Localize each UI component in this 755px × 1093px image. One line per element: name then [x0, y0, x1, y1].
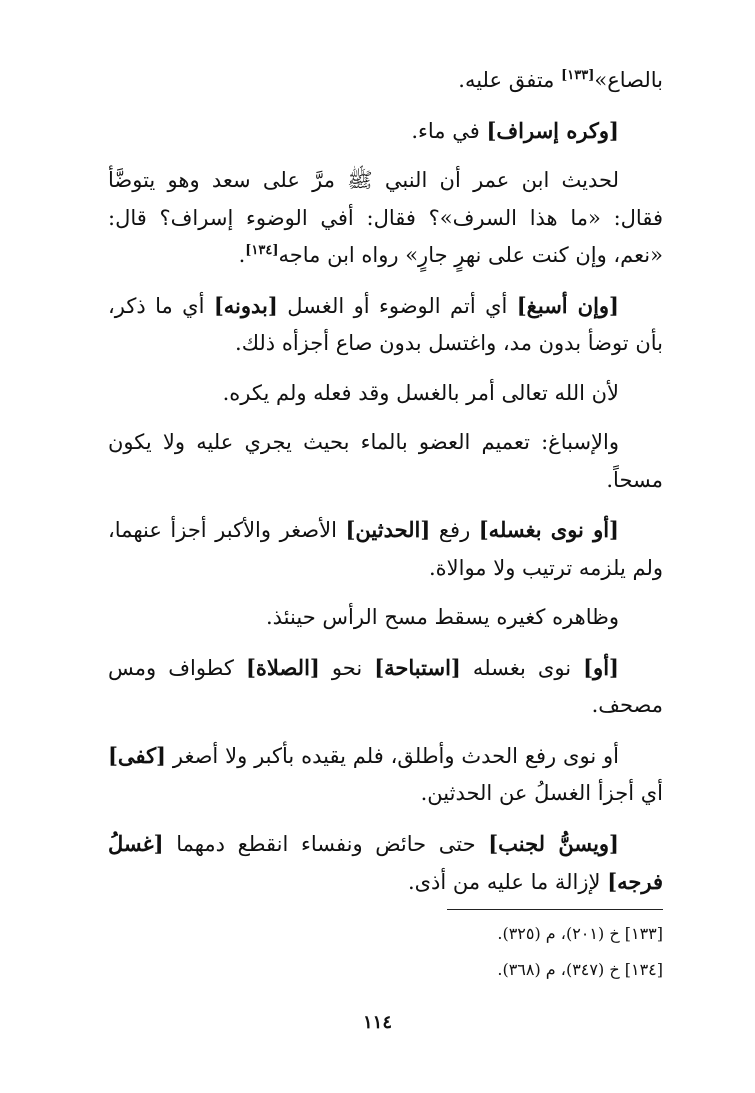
sharh-text: أي أتم الوضوء أو الغسل: [277, 293, 517, 318]
main-text: [108, 62, 663, 914]
paragraph: [108, 649, 663, 725]
sharh-text: .: [238, 243, 246, 267]
matn-text: [الحدثين]: [345, 517, 431, 542]
footnote-reference: [١٣٣]: [561, 68, 595, 83]
paragraph: [108, 375, 663, 413]
matn-text: [أو]: [583, 654, 619, 680]
paragraph: [108, 62, 663, 100]
paragraph: [108, 511, 663, 587]
matn-text: [وإن أسبغ]: [516, 292, 619, 318]
sharh-text: متفق عليه.: [458, 68, 562, 92]
matn-text: [ويسنُّ لجنب]: [488, 830, 619, 856]
sharh-text: الأصغر والأكبر أجزأ عنهما، ولم يلزمه ترتيب ولا موالاة.: [108, 518, 663, 580]
sharh-text: رفع: [430, 518, 479, 542]
footnote-134: [١٣٤] خ (٣٤٧)، م (٣٦٨).: [497, 960, 663, 979]
footnote-reference: [١٣٤]: [245, 243, 279, 258]
matn-text: [غسلُ فرجه]: [108, 830, 663, 894]
matn-text: [الصلاة]: [245, 654, 320, 680]
matn-text: [كفى]: [108, 742, 166, 768]
sharh-text: أي ما ذكر، بأن توضأ بدون مد، واغتسل بدون صاع أجزأه ذلك.: [108, 293, 663, 355]
sharh-text: لإزالة ما عليه من أذى.: [407, 870, 608, 894]
sharh-text: حتى حائض ونفساء انقطع دمهما: [163, 831, 489, 856]
sharh-text: في ماء.: [411, 118, 487, 143]
paragraph: [108, 287, 663, 363]
sharh-text: بالصاع»: [594, 68, 663, 92]
paragraph: [108, 424, 663, 499]
paragraph: [108, 162, 663, 275]
matn-text: [وكره إسراف]: [486, 117, 619, 143]
sharh-text: والإسباغ: تعميم العضو بالماء بحيث يجري عليه ولا يكون مسحاً.: [108, 430, 663, 492]
sharh-text: نحو: [319, 655, 375, 680]
sharh-text: لحديث ابن عمر أن النبي ﷺ مرَّ على سعد وهو يتوضَّأ فقال: «ما هذا السرف»؟ فقال: أفي الوضوء إسراف؟ قال: «نعم، وإن كنت على نهرٍ جارٍ» رواه ابن ماجه: [108, 168, 663, 267]
footnote-133: [١٣٣] خ (٢٠١)، م (٣٢٥).: [497, 924, 663, 943]
paragraph: [108, 599, 663, 637]
sharh-text: وظاهره كغيره يسقط مسح الرأس حينئذ.: [265, 605, 619, 629]
paragraph: [108, 737, 663, 813]
paragraph: [108, 825, 663, 902]
sharh-text: لأن الله تعالى أمر بالغسل وقد فعله ولم يكره.: [222, 380, 619, 405]
matn-text: [استباحة]: [374, 654, 461, 680]
sharh-text: كطواف ومس مصحف.: [108, 655, 663, 717]
footnotes: [108, 916, 663, 988]
sharh-text: أي أجزأ الغسلُ عن الحدثين.: [420, 781, 663, 805]
footnote-separator: [447, 909, 663, 910]
sharh-text: نوى بغسله: [460, 655, 584, 680]
matn-text: [بدونه]: [213, 292, 278, 318]
page-number: ١١٤: [362, 1012, 392, 1033]
matn-text: [أو نوى بغسله]: [478, 517, 619, 542]
paragraph: [108, 112, 663, 151]
sharh-text: أو نوى رفع الحدث وأطلق، فلم يقيده بأكبر ولا أصغر: [166, 743, 619, 768]
